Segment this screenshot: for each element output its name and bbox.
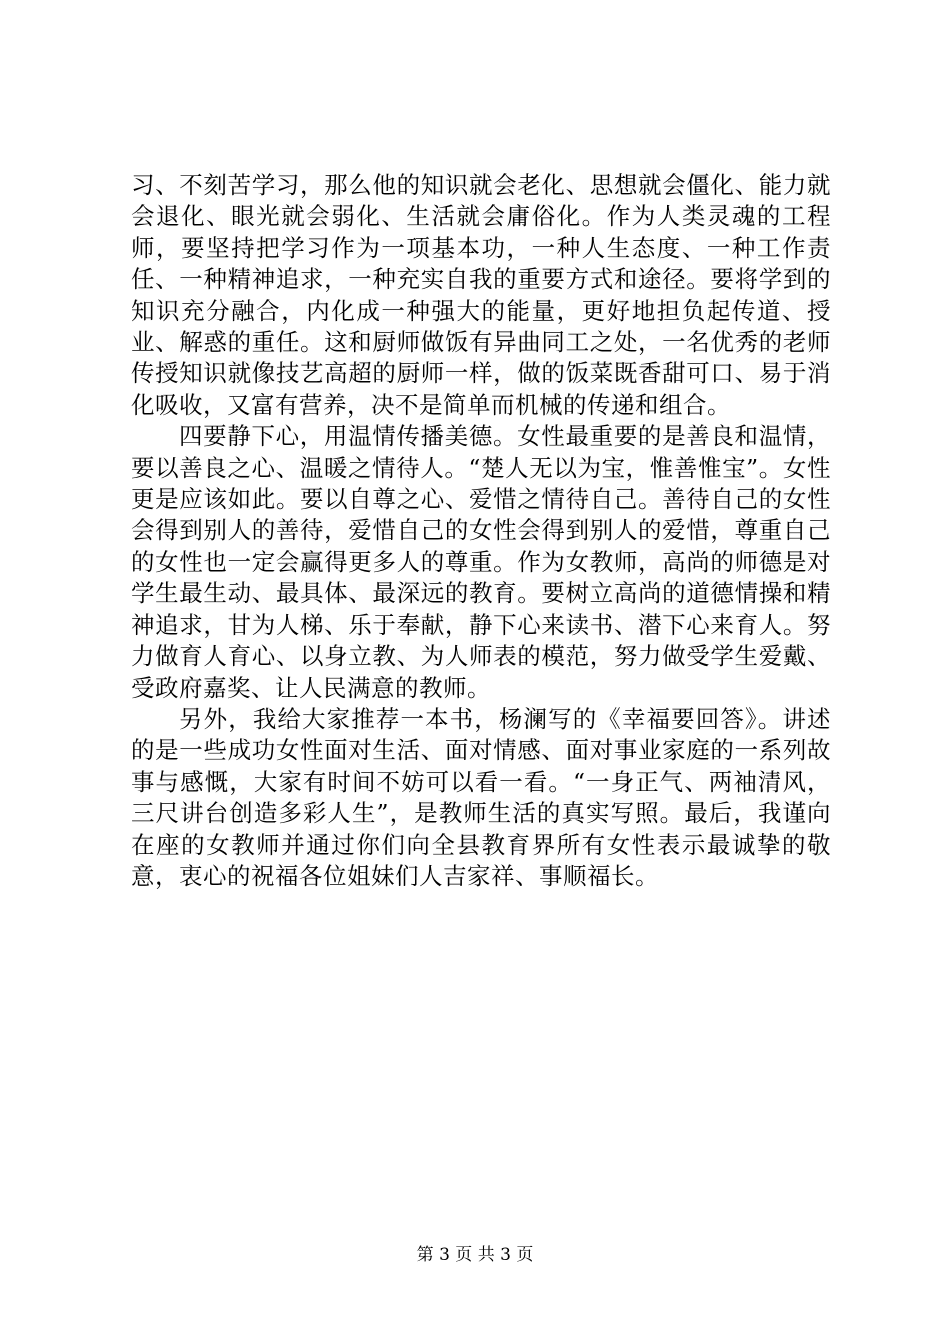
- paragraph-closing: 另外，我给大家推荐一本书，杨澜写的《幸福要回答》。讲述的是一些成功女性面对生活、面对情感、面对事业家庭的一系列故事与感慨，大家有时间不妨可以看一看。“一身正气、两袖清风，三尺讲台创造多彩人生”，是教师生活的真实写照。最后，我谨向在座的女教师并通过你们向全县教育界所有女性表示最诚挚的敬意，衷心的祝福各位姐妹们人吉家祥、事顺福长。: [131, 704, 831, 890]
- page-footer: 第 3 页 共 3 页: [416, 1245, 534, 1265]
- document-body: [131, 170, 831, 892]
- paragraph-continuation: 习、不刻苦学习，那么他的知识就会老化、思想就会僵化、能力就会退化、眼光就会弱化、生活就会庸俗化。作为人类灵魂的工程师，要坚持把学习作为一项基本功，一种人生态度、一种工作责任、一种精神追求，一种充实自我的重要方式和途径。要将学到的知识充分融合，内化成一种强大的能量，更好地担负起传道、授业、解惑的重任。这和厨师做饭有异曲同工之处，一名优秀的老师传授知识就像技艺高超的厨师一样，做的饭菜既香甜可口、易于消化吸收，又富有营养，决不是简单而机械的传递和组合。: [131, 171, 831, 419]
- paragraph-section-four: 四要静下心，用温情传播美德。女性最重要的是善良和温情，要以善良之心、温暖之情待人。“楚人无以为宝，惟善惟宝”。女性更是应该如此。要以自尊之心、爱惜之情待自己。善待自己的女性会得到别人的善待，爱惜自己的女性会得到别人的爱惜，尊重自己的女性也一定会赢得更多人的尊重。作为女教师，高尚的师德是对学生最生动、最具体、最深远的教育。要树立高尚的道德情操和精神追求，甘为人梯、乐于奉献，静下心来读书、潜下心来育人。努力做育人育心、以身立教、为人师表的模范，努力做受学生爱戴、受政府嘉奖、让人民满意的教师。: [131, 422, 831, 702]
